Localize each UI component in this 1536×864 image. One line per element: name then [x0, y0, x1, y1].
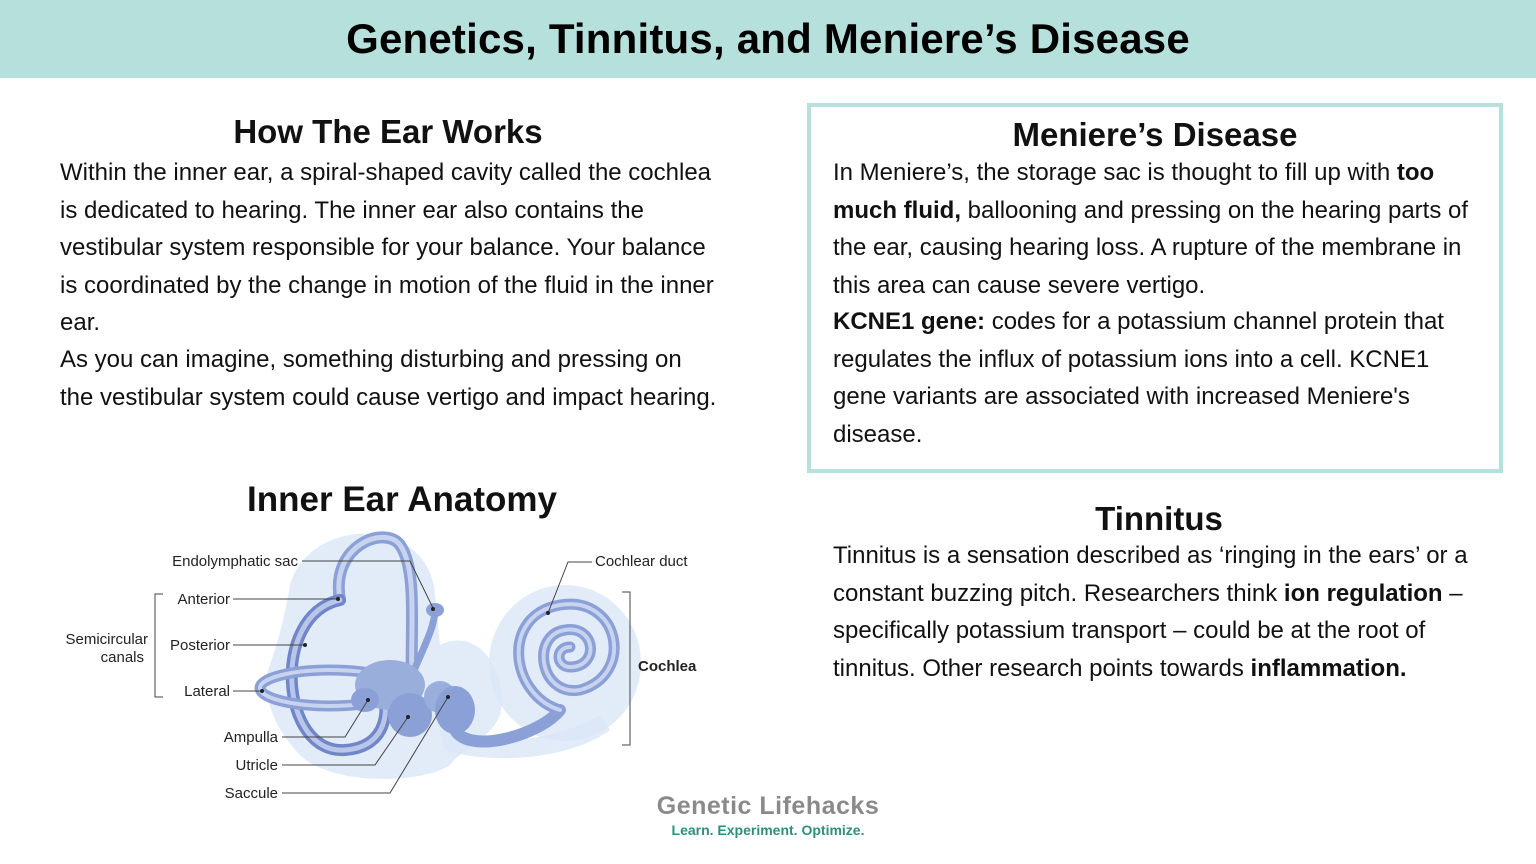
tinnitus-text-b: – specifically potassium transport – could be at the root of tinnitus. Other research points towards — [833, 579, 1463, 682]
label-semicircular: Semicircular — [65, 631, 148, 648]
meniere-heading: Meniere’s Disease — [1012, 116, 1298, 153]
tinnitus-ion-regulation: ion regulation — [1283, 579, 1443, 607]
tinnitus-inflammation: inflammation. — [1250, 654, 1407, 682]
logo-name: Genetic Lifehacks — [656, 792, 880, 820]
label-ampulla: Ampulla — [223, 729, 278, 746]
ear-works-heading: How The Ear Works — [233, 113, 543, 150]
genetic-lifehacks-logo — [620, 792, 916, 838]
label-cochlear-duct: Cochlear duct — [595, 553, 688, 570]
label-canals: canals — [100, 649, 144, 666]
page-title: Genetics, Tinnitus, and Meniere’s Disease — [346, 15, 1190, 62]
meniere-paragraph-2 — [833, 303, 1483, 453]
inner-ear-illustration — [260, 534, 641, 779]
label-cochlea: Cochlea — [638, 658, 697, 675]
meniere-text-1a: In Meniere’s, the storage sac is thought to fill up with — [833, 159, 1397, 186]
label-anterior: Anterior — [177, 591, 230, 608]
meniere-too-much-fluid: too much fluid, — [833, 159, 1435, 224]
anatomy-heading: Inner Ear Anatomy — [247, 480, 557, 519]
label-endolymphatic-sac: Endolymphatic sac — [172, 553, 298, 570]
tinnitus-paragraph — [833, 537, 1483, 687]
logo-tagline: Learn. Experiment. Optimize. — [671, 822, 865, 838]
meniere-text-1b: ballooning and pressing on the hearing parts of the ear, causing hearing loss. A rupture of the membrane in this area can cause severe vertigo. — [833, 196, 1469, 299]
ear-works-paragraph-1: Within the inner ear, a spiral-shaped cavity called the cochlea is dedicated to hearing. The inner ear also contains the vestibular system responsible for your balance. Your balance is coordinated by the change in motion of the fluid in the inner ear. — [60, 159, 714, 336]
kcne1-label: KCNE1 gene: — [833, 308, 986, 335]
ear-works-paragraph-2: As you can imagine, something disturbing and pressing on the vestibular system could cause vertigo and impact hearing. — [60, 346, 717, 411]
tinnitus-heading: Tinnitus — [1095, 500, 1223, 537]
label-utricle: Utricle — [235, 757, 278, 774]
label-posterior: Posterior — [169, 637, 230, 654]
tinnitus-text-a: Tinnitus is a sensation described as ‘ringing in the ears’ or a constant buzzing pitch. Researchers think — [833, 542, 1468, 607]
kcne1-text: codes for a potassium channel protein that regulates the influx of potassium ions into a cell. KCNE1 gene variants are associated with increased Meniere's disease. — [833, 308, 1444, 448]
label-lateral: Lateral — [184, 683, 230, 700]
inner-ear-diagram — [40, 525, 720, 815]
meniere-paragraph-1 — [833, 154, 1483, 304]
title-banner — [0, 0, 1536, 78]
label-saccule: Saccule — [224, 785, 278, 802]
